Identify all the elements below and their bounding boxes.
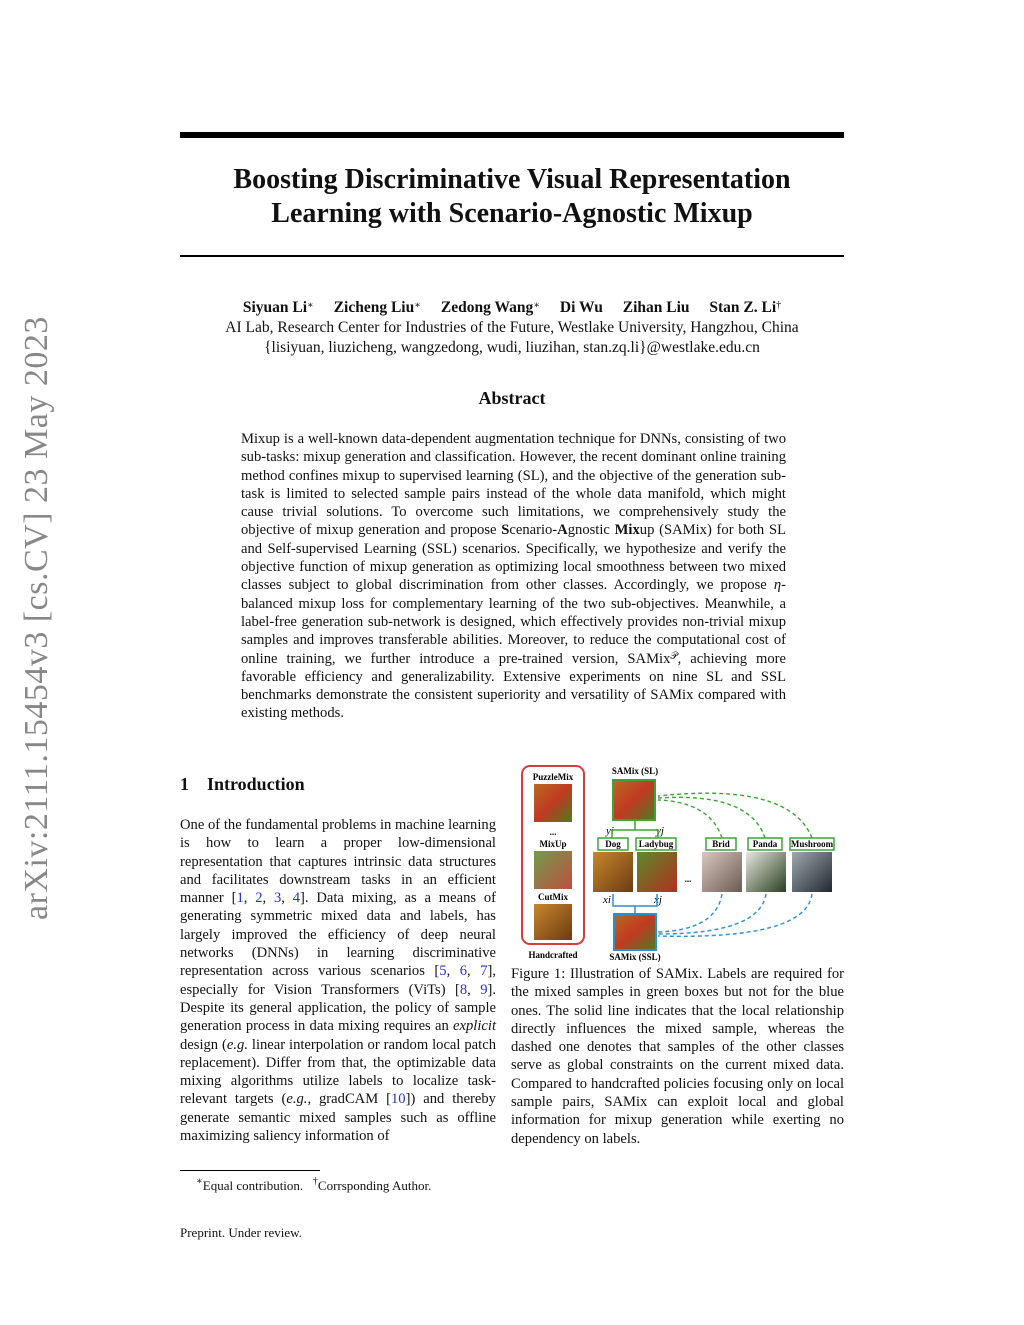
cutmix-image bbox=[534, 904, 572, 940]
title-line-1: Boosting Discriminative Visual Representation bbox=[233, 164, 791, 195]
citation-link[interactable]: 6 bbox=[459, 963, 468, 980]
author: Zihan Liu bbox=[622, 299, 690, 316]
author-block bbox=[180, 298, 844, 358]
ladybug-label: Ladybug bbox=[638, 839, 674, 849]
mixup-image bbox=[534, 851, 572, 889]
puzzlemix-label: PuzzleMix bbox=[532, 772, 574, 782]
author: Zedong Wang∗ bbox=[440, 299, 541, 316]
ssl-solid-connector bbox=[613, 894, 657, 914]
xj-label: xj bbox=[654, 894, 662, 906]
title-top-rule bbox=[180, 132, 844, 138]
ellipsis-mid: ... bbox=[684, 874, 692, 884]
yj-label: yj bbox=[656, 825, 664, 837]
samix-ssl-image bbox=[614, 914, 656, 950]
mushroom-label: Mushroom bbox=[790, 839, 834, 849]
xi-label: xi bbox=[603, 894, 611, 906]
author-list bbox=[180, 298, 844, 318]
author: Siyuan Li∗ bbox=[242, 299, 314, 316]
figure-caption: Figure 1: Illustration of SAMix. Labels are required for the mixed samples in green boxes but not for the blue ones. The solid line indicates that the local relationship directly influences the mixed sample, whereas the dashed one denotes that samples of the other classes serve as global constraints on the current mixed data. Compared to handcrafted policies focusing only on local sample pairs, SAMix can exploit local and global information for mixup generation while exerting no dependency on labels. bbox=[511, 966, 844, 1147]
cutmix-label: CutMix bbox=[538, 892, 568, 902]
author: Stan Z. Li† bbox=[709, 299, 782, 316]
citation-link[interactable]: 4 bbox=[292, 890, 301, 907]
brid-label: Brid bbox=[712, 839, 730, 849]
section-heading: 1 Introduction bbox=[180, 774, 305, 794]
citation-link[interactable]: 7 bbox=[480, 963, 488, 980]
author: Di Wu bbox=[559, 299, 603, 316]
author-emails: {lisiyuan, liuzicheng, wangzedong, wudi, liuzihan, stan.zq.li}@westlake.edu.cn bbox=[264, 339, 760, 356]
sl-dashed-link bbox=[658, 793, 812, 838]
affiliation: AI Lab, Research Center for Industries of the Future, Westlake University, Hangzhou, China bbox=[225, 319, 799, 336]
mixup-label: MixUp bbox=[539, 839, 567, 849]
samix-ssl-label: SAMix (SSL) bbox=[609, 952, 661, 962]
dog-image bbox=[593, 852, 633, 892]
paper-title bbox=[180, 163, 844, 231]
sl-dashed-link bbox=[658, 797, 765, 838]
author: Zicheng Liu∗ bbox=[333, 299, 422, 316]
samix-sl-image bbox=[613, 780, 655, 820]
citation-link[interactable]: 3 bbox=[273, 890, 282, 907]
footnote-rule bbox=[180, 1170, 320, 1171]
title-line-2: Learning with Scenario-Agnostic Mixup bbox=[271, 198, 753, 229]
citation-link[interactable]: 1 bbox=[236, 890, 244, 907]
arxiv-stamp: arXiv:2111.15454v3 [cs.CV] 23 May 2023 bbox=[18, 316, 55, 920]
panda-label: Panda bbox=[752, 839, 778, 849]
ellipsis-left: ... bbox=[549, 827, 557, 837]
bird-image bbox=[702, 852, 742, 892]
handcrafted-label: Handcrafted bbox=[528, 950, 578, 960]
ladybug-image bbox=[637, 852, 677, 892]
citation-link[interactable]: 8 bbox=[459, 981, 468, 998]
citation-link[interactable]: 9 bbox=[480, 981, 488, 998]
footnote: ∗Equal contribution. †Corrsponding Author. bbox=[196, 1176, 432, 1193]
citation-link[interactable]: 2 bbox=[255, 890, 263, 907]
mushroom-image bbox=[792, 852, 832, 892]
dog-label: Dog bbox=[605, 839, 621, 849]
title-bottom-rule bbox=[180, 255, 844, 257]
sl-solid-connector bbox=[612, 820, 658, 838]
puzzlemix-image bbox=[534, 784, 572, 822]
ssl-dashed-link bbox=[658, 894, 722, 932]
yi-label: yi bbox=[606, 825, 614, 837]
sl-dashed-link bbox=[658, 800, 722, 838]
citation-link[interactable]: 10 bbox=[390, 1091, 406, 1108]
abstract-heading: Abstract bbox=[478, 388, 546, 408]
panda-image bbox=[746, 852, 786, 892]
abstract-body: Mixup is a well-known data-dependent augmentation technique for DNNs, consisting of two sub-tasks: mixup generation and classification. However, the recent dominant online training method confines mixup to supervised learning (SL), and the objective of the generation sub-task is limited to selected sample pairs instead of the whole data manifold, which might cause trivial solutions. To overcome such limitations, we comprehensively study the objective of mixup generation and propose Scenario-Agnostic Mixup (SAMix) for both SL and Self-supervised Learning (SSL) scenarios. Specifically, we hypothesize and verify the objective function of mixup generation as optimizing local smoothness between two mixed classes subject to global discrimination from other classes. Accordingly, we propose η-balanced mixup loss for complementary learning of the two sub-objectives. Meanwhile, a label-free generation sub-network is designed, which effectively provides non-trivial mixup samples and improves transferable abilities. Moreover, to reduce the computational cost of online training, we further introduce a pre-trained version, SAMix$^𝒫$, achieving more favorable efficiency and generalizability. Extensive experiments on nine SL and SSL benchmarks demonstrate the consistent superiority and versatility of SAMix compared with existing methods. bbox=[241, 431, 787, 722]
intro-paragraph: One of the fundamental problems in machine learning is how to learn a proper low-dimensional representation that captures intrinsic data structures and facilitates downstream tasks in an efficient manner [1, 2, 3, 4]. Data mixing, as a means of generating symmetric mixed data and labels, has largely improved the efficiency of deep neural networks (DNNs) in learning discriminative representation across various scenarios [5, 6, 7], especially for Vision Transformers (ViTs) [8, 9]. Despite its general application, the policy of sample generation process in data mixing requires an explicit design (e.g. linear interpolation or random local patch replacement). Differ from that, the optimizable data mixing algorithms utilize labels to localize task-relevant targets (e.g., gradCAM [10]) and thereby generate semantic mixed samples such as offline maximizing saliency information of bbox=[180, 817, 497, 1145]
preprint-note: Preprint. Under review. bbox=[180, 1225, 302, 1240]
samix-sl-label: SAMix (SL) bbox=[611, 766, 659, 776]
citation-link[interactable]: 5 bbox=[439, 963, 447, 980]
figure-1-illustration bbox=[520, 762, 844, 962]
